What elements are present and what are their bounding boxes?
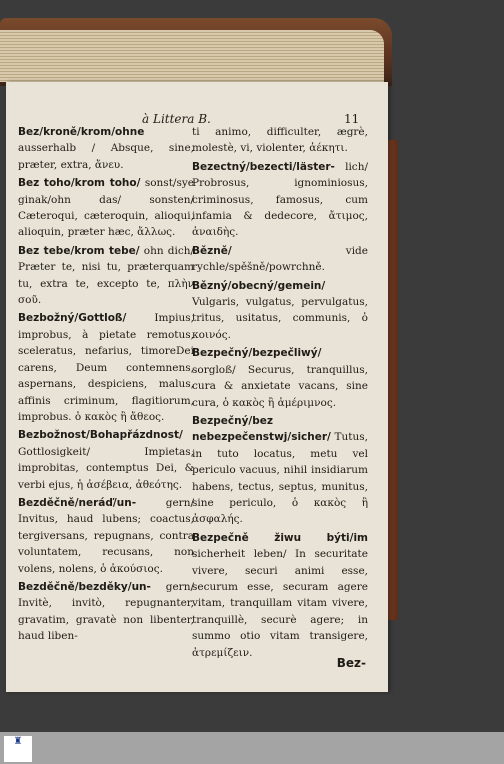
dictionary-entry (18, 579, 194, 645)
entry-headword: Bězný/obecný/gemein/ (192, 279, 326, 292)
dictionary-entry (192, 530, 368, 661)
entry-headword: Bezděčně/neráď/un- (18, 496, 137, 509)
entry-headword: Bez toho/krom toho/ (18, 177, 141, 190)
entry-headword: Bezectný/bezecti/läster- (192, 160, 335, 173)
catchword: Bez- (336, 656, 366, 670)
entry-headword: Bezbožnost/Bohapřázdnost/ (18, 429, 183, 442)
entry-text: ausserhalb / Absque, sine, præter, extra, ἄνευ. (18, 142, 194, 171)
dictionary-entry (18, 310, 194, 425)
entry-headword: Bezpečný/bez nebezpečenstwj/sicher/ (192, 414, 331, 444)
entry-headword: Bezbožný/Gottloß/ (18, 312, 127, 325)
entry-text: sorgloß/ Securus, tranquillus, cura & anxietate vacans, sine cura, ὁ κακὸς ἢ ἀμέριμνος. (192, 363, 368, 409)
entry-headword: Bezpečně žiwu býti/im (192, 531, 368, 544)
library-logo-icon: ♜ (13, 736, 23, 747)
dictionary-entry (18, 175, 194, 241)
entry-headword: Bez tebe/krom tebe/ (18, 244, 140, 257)
entry-text: ti animo, difficulter, ægrè, molestè, vi, violenter, ἀέκητι. (192, 126, 368, 155)
library-logo[interactable] (4, 736, 32, 762)
dictionary-entry (18, 427, 194, 493)
running-title: à Littera B. (142, 112, 211, 126)
entry-text: sicherheit leben/ In securitate vivere, securi animi esse, securum esse, securam agere vitam, tranquillam vitam vivere, tranquillè, securè agere; in summo otio vitam transigere, ἀτρεμίζειν. (192, 548, 368, 659)
entry-headword: Bezpečný/bezpečliwý/ (192, 347, 322, 360)
dictionary-entry (192, 278, 368, 344)
entry-text: lich/ Probrosus, ignominiosus, criminosus, famosus, cum infamia & dedecore, ἄτιμος, ἀναιδὴς. (192, 160, 368, 239)
dictionary-entry (192, 413, 368, 528)
dictionary-entry (18, 243, 194, 309)
entry-text: Tutus, in tuto locatus, metu vel periculo vacuus, nihil insidiarum habens, tectus, septus, munitus, sine periculo, ὁ κακὸς ἢ ἀσφαλής. (192, 431, 368, 526)
dictionary-entry (192, 243, 368, 276)
dictionary-entry (18, 124, 194, 173)
page-number: 11 (344, 112, 360, 126)
viewer-footer-bar (0, 732, 504, 764)
dictionary-entry (192, 159, 368, 241)
entry-headword: Bezděčně/bezděky/un- (18, 580, 151, 593)
entry-text: Vulgaris, vulgatus, pervulgatus, tritus, usitatus, communis, ὁ κοινός. (192, 296, 368, 341)
left-column (18, 124, 194, 647)
entry-text: gern/ Invitus, haud lubens; coactus, tergiversans, repugnans, contra voluntatem, recusans, non volens, nolens, ὁ ἀκούσιος. (18, 496, 194, 575)
entry-text: vide rychle/spěšně/powrchně. (192, 244, 368, 274)
entry-text: sonst/sye ginak/ohn das/ sonsten/ Cæteroqui, cæteroquin, alioqui, alioquin, præter hæc, ἄλλως. (18, 177, 194, 239)
dictionary-entry (192, 124, 368, 157)
entry-headword: Bězně/ (192, 244, 232, 257)
dictionary-entry (192, 345, 368, 411)
entry-headword: Bez/kroně/krom/ohne (18, 126, 145, 138)
entry-text: gern/ Invitè, invitò, repugnanter, gravatim, gravatè non libenter, haud liben- (18, 580, 194, 643)
entry-text: ohn dich/ Præter te, nisi tu, præterquam tu, extra te, excepto te, πλὴν σοῦ. (18, 244, 195, 307)
right-column (192, 124, 368, 663)
book-page (6, 82, 388, 692)
page-stack (0, 30, 384, 82)
entry-text: Gottlosigkeit/ Impietas, improbitas, contemptus Dei, & verbi ejus, ἡ ἀσέβεια, ἀθεότης. (18, 445, 194, 491)
entry-text: Impius, improbus, à pietate remotus, sceleratus, nefarius, timoreDei carens, Deum contemnens, aspernans, despiciens, malus, affinis criminum, flagitiorum, improbus. ὁ κακὸς ἢ ἄθεος. (18, 312, 194, 423)
dictionary-entry (18, 495, 194, 577)
